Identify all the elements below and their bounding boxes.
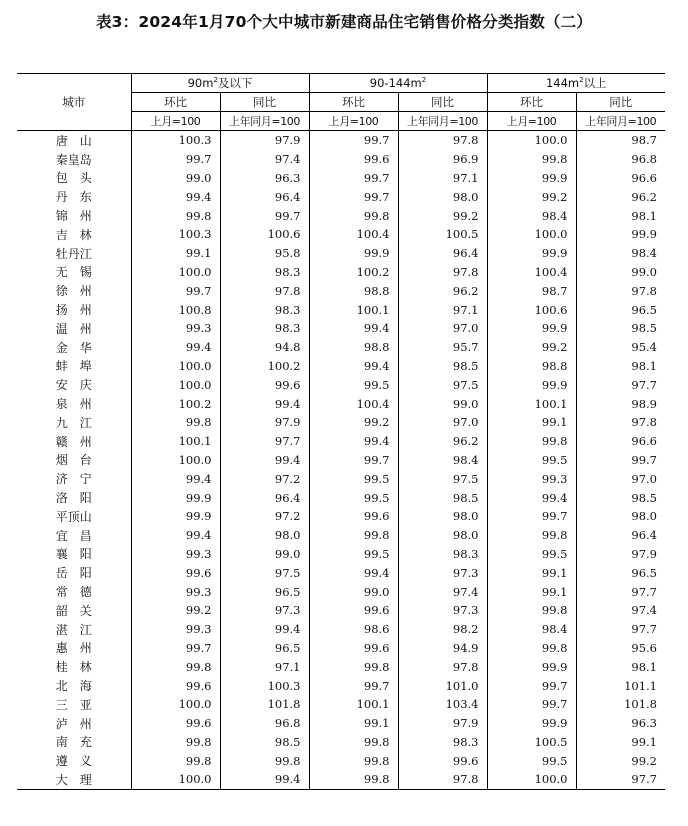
table-row: [17, 545, 665, 564]
index-value-cell: 101.0: [398, 676, 487, 695]
table-row: [17, 714, 665, 733]
index-value-cell: 100.3: [131, 131, 220, 150]
index-value-cell: 99.1: [576, 733, 665, 752]
index-value-cell: 96.8: [576, 150, 665, 169]
index-value-cell: 98.3: [220, 319, 309, 338]
table-row: [17, 206, 665, 225]
index-value-cell: 99.5: [487, 751, 576, 770]
index-value-cell: 98.4: [398, 451, 487, 470]
index-value-cell: 99.5: [487, 545, 576, 564]
index-value-cell: 100.8: [131, 300, 220, 319]
index-value-cell: 96.5: [220, 639, 309, 658]
index-value-cell: 99.8: [131, 751, 220, 770]
city-name-cell: 蚌 埠: [17, 357, 131, 376]
yoy-base-header: 上年同月=100: [398, 112, 487, 131]
index-value-cell: 99.7: [131, 639, 220, 658]
index-value-cell: 99.6: [131, 714, 220, 733]
index-value-cell: 100.2: [220, 357, 309, 376]
city-name-cell: 平顶山: [17, 507, 131, 526]
index-value-cell: 100.0: [487, 225, 576, 244]
index-value-cell: 100.0: [131, 357, 220, 376]
index-value-cell: 99.5: [309, 469, 398, 488]
index-value-cell: 96.2: [398, 432, 487, 451]
index-value-cell: 100.4: [309, 394, 398, 413]
index-value-cell: 100.0: [131, 451, 220, 470]
index-value-cell: 96.4: [220, 187, 309, 206]
table-row: [17, 394, 665, 413]
index-value-cell: 97.3: [220, 601, 309, 620]
index-value-cell: 99.0: [309, 582, 398, 601]
index-value-cell: 99.9: [487, 657, 576, 676]
index-value-cell: 96.4: [220, 488, 309, 507]
index-value-cell: 97.3: [398, 563, 487, 582]
index-value-cell: 97.0: [576, 469, 665, 488]
index-value-cell: 100.0: [131, 263, 220, 282]
table-row: [17, 770, 665, 789]
index-value-cell: 100.0: [131, 375, 220, 394]
index-value-cell: 97.3: [398, 601, 487, 620]
city-name-cell: 安 庆: [17, 375, 131, 394]
index-value-cell: 100.6: [487, 300, 576, 319]
city-name-cell: 洛 阳: [17, 488, 131, 507]
index-value-cell: 97.7: [220, 432, 309, 451]
mom-header: 环比: [309, 93, 398, 112]
index-value-cell: 100.1: [309, 695, 398, 714]
table-row: [17, 601, 665, 620]
index-value-cell: 99.8: [220, 751, 309, 770]
index-value-cell: 101.1: [576, 676, 665, 695]
table-row: [17, 357, 665, 376]
index-value-cell: 98.8: [487, 357, 576, 376]
index-value-cell: 99.5: [487, 451, 576, 470]
index-value-cell: 96.6: [576, 432, 665, 451]
index-value-cell: 98.8: [309, 281, 398, 300]
index-value-cell: 97.4: [398, 582, 487, 601]
index-value-cell: 97.2: [220, 469, 309, 488]
index-value-cell: 99.4: [487, 488, 576, 507]
index-value-cell: 99.0: [398, 394, 487, 413]
index-value-cell: 100.3: [220, 676, 309, 695]
index-value-cell: 99.8: [487, 601, 576, 620]
city-name-cell: 韶 关: [17, 601, 131, 620]
group-header-90-144: $90-144m^2$: [309, 74, 487, 93]
table-row: [17, 451, 665, 470]
index-value-cell: 99.4: [220, 620, 309, 639]
index-value-cell: 97.8: [398, 770, 487, 789]
index-value-cell: 100.5: [398, 225, 487, 244]
index-value-cell: 96.4: [398, 244, 487, 263]
index-value-cell: 95.8: [220, 244, 309, 263]
index-value-cell: 99.4: [131, 338, 220, 357]
index-value-cell: 97.1: [398, 169, 487, 188]
city-name-cell: 包 头: [17, 169, 131, 188]
index-value-cell: 97.5: [220, 563, 309, 582]
index-value-cell: 95.6: [576, 639, 665, 658]
table-row: [17, 676, 665, 695]
index-value-cell: 99.9: [309, 244, 398, 263]
index-value-cell: 99.4: [220, 394, 309, 413]
city-name-cell: 锦 州: [17, 206, 131, 225]
city-name-cell: 烟 台: [17, 451, 131, 470]
index-value-cell: 99.1: [487, 582, 576, 601]
index-value-cell: 99.5: [309, 375, 398, 394]
index-value-cell: 98.3: [220, 300, 309, 319]
yoy-header: 同比: [220, 93, 309, 112]
index-value-cell: 94.8: [220, 338, 309, 357]
city-name-cell: 桂 林: [17, 657, 131, 676]
index-value-cell: 99.2: [131, 601, 220, 620]
index-value-cell: 98.1: [576, 206, 665, 225]
index-value-cell: 97.7: [576, 620, 665, 639]
index-value-cell: 100.1: [487, 394, 576, 413]
table-row: [17, 563, 665, 582]
index-value-cell: 100.5: [487, 733, 576, 752]
index-value-cell: 99.6: [309, 150, 398, 169]
index-value-cell: 99.8: [131, 413, 220, 432]
city-name-cell: 济 宁: [17, 469, 131, 488]
index-value-cell: 99.9: [487, 244, 576, 263]
index-value-cell: 96.3: [576, 714, 665, 733]
index-value-cell: 99.1: [309, 714, 398, 733]
index-value-cell: 98.0: [398, 507, 487, 526]
index-value-cell: 95.7: [398, 338, 487, 357]
index-value-cell: 99.0: [131, 169, 220, 188]
index-value-cell: 99.9: [131, 507, 220, 526]
index-value-cell: 98.5: [398, 488, 487, 507]
city-name-cell: 岳 阳: [17, 563, 131, 582]
index-value-cell: 99.8: [309, 526, 398, 545]
index-value-cell: 99.7: [131, 150, 220, 169]
table-row: [17, 469, 665, 488]
index-value-cell: 99.6: [131, 563, 220, 582]
index-value-cell: 99.7: [309, 187, 398, 206]
table-row: [17, 432, 665, 451]
index-value-cell: 98.0: [398, 187, 487, 206]
index-value-cell: 99.9: [487, 319, 576, 338]
index-value-cell: 98.6: [309, 620, 398, 639]
yoy-header: 同比: [398, 93, 487, 112]
city-name-cell: 牡丹江: [17, 244, 131, 263]
index-value-cell: 97.8: [576, 281, 665, 300]
index-value-cell: 99.4: [131, 187, 220, 206]
index-value-cell: 97.2: [220, 507, 309, 526]
index-value-cell: 97.9: [576, 545, 665, 564]
city-name-cell: 襄 阳: [17, 545, 131, 564]
index-value-cell: 98.5: [398, 357, 487, 376]
price-index-table: [17, 73, 665, 790]
index-value-cell: 99.8: [131, 206, 220, 225]
index-value-cell: 99.3: [131, 620, 220, 639]
index-value-cell: 97.4: [220, 150, 309, 169]
index-value-cell: 99.8: [131, 657, 220, 676]
city-name-cell: 金 华: [17, 338, 131, 357]
city-name-cell: 泸 州: [17, 714, 131, 733]
index-value-cell: 97.1: [398, 300, 487, 319]
table-row: [17, 751, 665, 770]
mom-base-header: 上月=100: [487, 112, 576, 131]
index-value-cell: 99.7: [487, 676, 576, 695]
table-row: [17, 169, 665, 188]
index-value-cell: 99.8: [487, 432, 576, 451]
index-value-cell: 98.4: [576, 244, 665, 263]
city-name-cell: 泉 州: [17, 394, 131, 413]
index-value-cell: 98.1: [576, 657, 665, 676]
city-name-cell: 九 江: [17, 413, 131, 432]
index-value-cell: 96.8: [220, 714, 309, 733]
index-value-cell: 98.8: [309, 338, 398, 357]
table-row: [17, 150, 665, 169]
index-value-cell: 97.9: [398, 714, 487, 733]
table-row: [17, 225, 665, 244]
index-value-cell: 97.8: [576, 413, 665, 432]
index-value-cell: 99.4: [220, 451, 309, 470]
index-value-cell: 98.7: [487, 281, 576, 300]
index-value-cell: 100.0: [131, 695, 220, 714]
index-value-cell: 99.7: [309, 131, 398, 150]
index-value-cell: 96.5: [576, 563, 665, 582]
index-value-cell: 98.2: [398, 620, 487, 639]
index-value-cell: 97.9: [220, 131, 309, 150]
index-value-cell: 99.8: [309, 206, 398, 225]
index-value-cell: 96.5: [220, 582, 309, 601]
index-value-cell: 97.1: [220, 657, 309, 676]
index-value-cell: 98.0: [220, 526, 309, 545]
mom-base-header: 上月=100: [309, 112, 398, 131]
index-value-cell: 101.8: [576, 695, 665, 714]
index-value-cell: 99.9: [487, 169, 576, 188]
index-value-cell: 99.9: [576, 225, 665, 244]
mom-base-header: 上月=100: [131, 112, 220, 131]
index-value-cell: 100.2: [131, 394, 220, 413]
city-name-cell: 北 海: [17, 676, 131, 695]
city-name-cell: 秦皇岛: [17, 150, 131, 169]
index-value-cell: 97.7: [576, 375, 665, 394]
index-value-cell: 97.0: [398, 319, 487, 338]
index-value-cell: 98.1: [576, 357, 665, 376]
index-value-cell: 99.7: [576, 451, 665, 470]
table-row: [17, 263, 665, 282]
index-value-cell: 97.9: [220, 413, 309, 432]
index-value-cell: 99.5: [309, 488, 398, 507]
table-row: [17, 582, 665, 601]
index-value-cell: 98.4: [487, 620, 576, 639]
index-value-cell: 103.4: [398, 695, 487, 714]
index-value-cell: 98.7: [576, 131, 665, 150]
city-name-cell: 吉 林: [17, 225, 131, 244]
index-value-cell: 97.7: [576, 582, 665, 601]
index-value-cell: 99.8: [487, 526, 576, 545]
index-value-cell: 100.0: [487, 770, 576, 789]
index-value-cell: 94.9: [398, 639, 487, 658]
city-name-cell: 三 亚: [17, 695, 131, 714]
index-value-cell: 97.4: [576, 601, 665, 620]
index-value-cell: 100.3: [131, 225, 220, 244]
index-value-cell: 98.3: [398, 545, 487, 564]
index-value-cell: 99.0: [576, 263, 665, 282]
city-name-cell: 湛 江: [17, 620, 131, 639]
index-value-cell: 99.6: [309, 507, 398, 526]
index-value-cell: 99.8: [309, 657, 398, 676]
index-value-cell: 95.4: [576, 338, 665, 357]
city-name-cell: 赣 州: [17, 432, 131, 451]
index-value-cell: 99.3: [131, 545, 220, 564]
index-value-cell: 97.8: [398, 263, 487, 282]
page-title: 表3：2024年1月70个大中城市新建商品住宅销售价格分类指数（二）: [95, 13, 593, 31]
index-value-cell: 97.0: [398, 413, 487, 432]
mom-header: 环比: [487, 93, 576, 112]
table-body: [17, 131, 665, 790]
table-row: [17, 319, 665, 338]
group-header-under-90: $90m^2$及以下: [131, 74, 309, 93]
city-name-cell: 温 州: [17, 319, 131, 338]
index-value-cell: 99.8: [309, 733, 398, 752]
city-name-cell: 宜 昌: [17, 526, 131, 545]
index-value-cell: 97.8: [398, 657, 487, 676]
index-value-cell: 99.8: [487, 150, 576, 169]
index-value-cell: 99.4: [220, 770, 309, 789]
index-value-cell: 96.9: [398, 150, 487, 169]
index-value-cell: 99.4: [309, 563, 398, 582]
index-value-cell: 99.9: [487, 714, 576, 733]
table-row: [17, 281, 665, 300]
index-value-cell: 99.2: [309, 413, 398, 432]
index-value-cell: 100.6: [220, 225, 309, 244]
index-value-cell: 99.1: [131, 244, 220, 263]
index-value-cell: 100.4: [487, 263, 576, 282]
index-value-cell: 99.4: [309, 432, 398, 451]
index-value-cell: 99.9: [131, 488, 220, 507]
index-value-cell: 98.9: [576, 394, 665, 413]
index-value-cell: 99.4: [131, 469, 220, 488]
index-value-cell: 100.1: [131, 432, 220, 451]
index-value-cell: 99.8: [131, 733, 220, 752]
index-value-cell: 99.3: [131, 582, 220, 601]
index-value-cell: 99.3: [487, 469, 576, 488]
index-value-cell: 98.5: [576, 488, 665, 507]
index-value-cell: 97.7: [576, 770, 665, 789]
index-value-cell: 99.6: [131, 676, 220, 695]
city-name-cell: 南 充: [17, 733, 131, 752]
city-name-cell: 遵 义: [17, 751, 131, 770]
index-value-cell: 99.8: [487, 639, 576, 658]
table-row: [17, 526, 665, 545]
index-value-cell: 99.9: [487, 375, 576, 394]
index-value-cell: 99.2: [576, 751, 665, 770]
index-value-cell: 96.4: [576, 526, 665, 545]
group-header-over-144: $144m^2$以上: [487, 74, 665, 93]
city-name-cell: 无 锡: [17, 263, 131, 282]
table-row: [17, 338, 665, 357]
table-row: [17, 300, 665, 319]
index-value-cell: 97.5: [398, 375, 487, 394]
city-name-cell: 常 德: [17, 582, 131, 601]
index-value-cell: 98.0: [576, 507, 665, 526]
index-value-cell: 99.5: [309, 545, 398, 564]
table-row: [17, 413, 665, 432]
city-name-cell: 唐 山: [17, 131, 131, 150]
index-value-cell: 101.8: [220, 695, 309, 714]
index-value-cell: 100.0: [487, 131, 576, 150]
index-value-cell: 99.7: [220, 206, 309, 225]
index-value-cell: 98.4: [487, 206, 576, 225]
index-value-cell: 99.6: [309, 601, 398, 620]
index-value-cell: 100.0: [131, 770, 220, 789]
index-value-cell: 96.3: [220, 169, 309, 188]
index-value-cell: 98.3: [220, 263, 309, 282]
index-value-cell: 100.4: [309, 225, 398, 244]
table-row: [17, 131, 665, 150]
index-value-cell: 99.1: [487, 413, 576, 432]
index-value-cell: 97.5: [398, 469, 487, 488]
index-value-cell: 99.6: [398, 751, 487, 770]
table-row: [17, 244, 665, 263]
mom-header: 环比: [131, 93, 220, 112]
index-value-cell: 99.8: [309, 751, 398, 770]
index-value-cell: 99.7: [131, 281, 220, 300]
index-value-cell: 96.6: [576, 169, 665, 188]
index-value-cell: 99.7: [309, 169, 398, 188]
index-value-cell: 99.2: [487, 187, 576, 206]
index-value-cell: 99.7: [487, 695, 576, 714]
city-name-cell: 扬 州: [17, 300, 131, 319]
city-name-cell: 大 理: [17, 770, 131, 789]
table-row: [17, 620, 665, 639]
index-value-cell: 97.8: [398, 131, 487, 150]
yoy-base-header: 上年同月=100: [220, 112, 309, 131]
table-row: [17, 733, 665, 752]
index-value-cell: 100.2: [309, 263, 398, 282]
index-value-cell: 99.7: [309, 451, 398, 470]
index-value-cell: 99.7: [487, 507, 576, 526]
city-name-cell: 徐 州: [17, 281, 131, 300]
index-value-cell: 98.5: [220, 733, 309, 752]
yoy-header: 同比: [576, 93, 665, 112]
index-value-cell: 99.7: [309, 676, 398, 695]
index-value-cell: 99.1: [487, 563, 576, 582]
index-value-cell: 99.3: [131, 319, 220, 338]
index-value-cell: 99.6: [220, 375, 309, 394]
index-value-cell: 99.6: [309, 639, 398, 658]
table-row: [17, 488, 665, 507]
index-value-cell: 99.0: [220, 545, 309, 564]
index-value-cell: 96.2: [398, 281, 487, 300]
city-column-header: 城市: [17, 74, 131, 131]
table-row: [17, 187, 665, 206]
index-value-cell: 96.2: [576, 187, 665, 206]
table-row: [17, 507, 665, 526]
index-value-cell: 99.4: [131, 526, 220, 545]
table-row: [17, 375, 665, 394]
index-value-cell: 99.4: [309, 357, 398, 376]
city-name-cell: 惠 州: [17, 639, 131, 658]
table-row: [17, 657, 665, 676]
index-value-cell: 100.1: [309, 300, 398, 319]
index-value-cell: 99.2: [398, 206, 487, 225]
index-value-cell: 98.0: [398, 526, 487, 545]
city-name-cell: 丹 东: [17, 187, 131, 206]
table-row: [17, 695, 665, 714]
index-value-cell: 97.8: [220, 281, 309, 300]
yoy-base-header: 上年同月=100: [576, 112, 665, 131]
index-value-cell: 99.4: [309, 319, 398, 338]
index-value-cell: 98.3: [398, 733, 487, 752]
index-value-cell: 98.5: [576, 319, 665, 338]
table-row: [17, 639, 665, 658]
index-value-cell: 96.5: [576, 300, 665, 319]
index-value-cell: 99.2: [487, 338, 576, 357]
index-value-cell: 99.8: [309, 770, 398, 789]
